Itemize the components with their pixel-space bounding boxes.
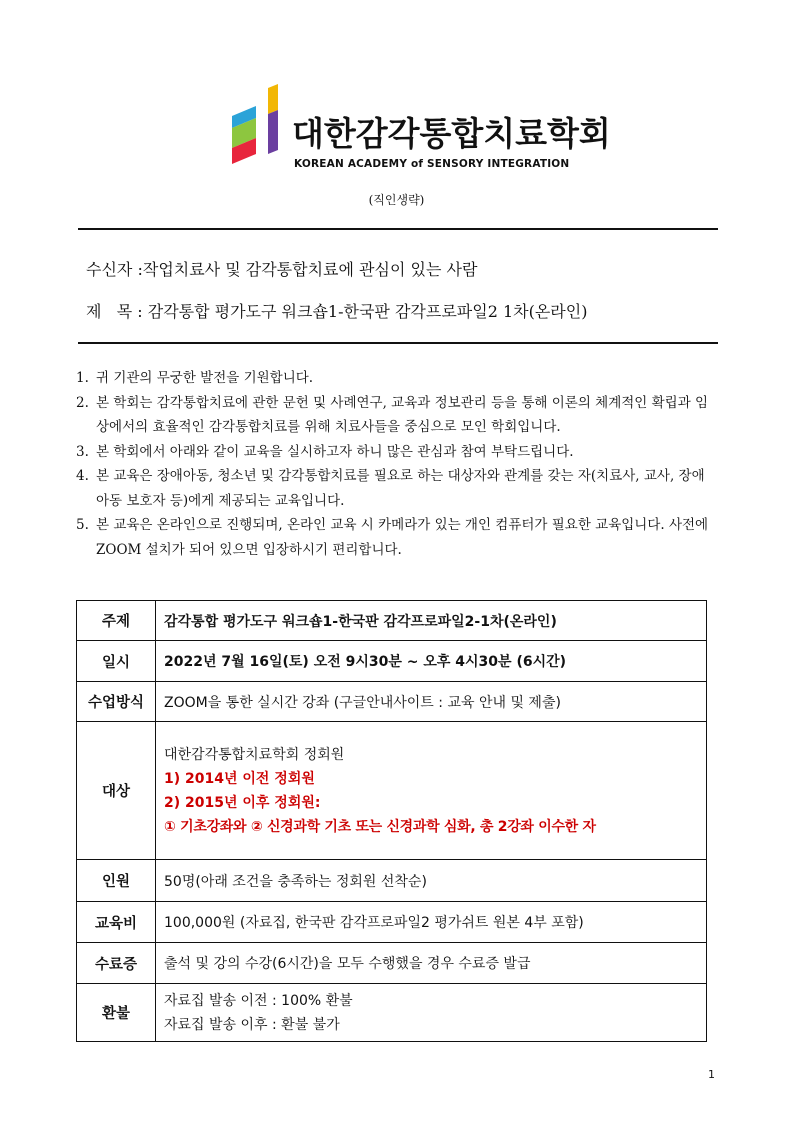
list-number: 3.: [76, 443, 89, 460]
list-number: 2.: [76, 394, 89, 411]
list-text: 본 교육은 장애아동, 청소년 및 감각통합치료를 필요로 하는 대상자와 관계를 갖는 자(치료사, 교사, 장애아동 보호자 등)에게 제공되는 교육입니다.: [96, 468, 705, 509]
list-text: 본 교육은 온라인으로 진행되며, 온라인 교육 시 카메라가 있는 개인 컴퓨터가 필요한 교육입니다. 사전에 ZOOM 설치가 되어 있으면 입장하시기 편리합니다.: [96, 517, 709, 558]
list-text: 귀 기관의 무궁한 발전을 기원합니다.: [96, 370, 314, 386]
capacity-value: 50명(아래 조건을 충족하는 정회원 선착순): [156, 860, 707, 902]
topic-value: 감각통합 평가도구 워크숍1-한국판 감각프로파일2-1차(온라인): [156, 601, 707, 641]
table-row-topic: [77, 601, 707, 641]
recipient-value: 작업치료사 및 감각통합치료에 관심이 있는 사람: [142, 260, 478, 279]
target-label: 대상: [77, 722, 156, 860]
header-top-rule: [78, 228, 718, 230]
list-number: 5.: [76, 517, 89, 533]
list-number: 1.: [76, 370, 89, 386]
table-row-certificate: [77, 943, 707, 984]
academy-name-english: KOREAN ACADEMY of SENSORY INTEGRATION: [294, 158, 570, 170]
refund-line-before: 자료집 발송 이전 : 100% 환불: [164, 992, 353, 1009]
topic-label: 주제: [77, 601, 156, 641]
table-row-target: [77, 722, 707, 860]
certificate-label: 수료증: [77, 943, 156, 984]
list-text: 본 학회에서 아래와 같이 교육을 실시하고자 하니 많은 관심과 참여 부탁드립니다.: [96, 443, 574, 460]
list-item: [76, 464, 716, 513]
capacity-label: 인원: [77, 860, 156, 902]
refund-line-after: 자료집 발송 이후 : 환불 불가: [164, 1016, 340, 1033]
header-bottom-rule: [78, 342, 718, 344]
body-list: [76, 366, 716, 562]
refund-value: [156, 984, 707, 1042]
table-row-fee: [77, 902, 707, 943]
fee-value: 100,000원 (자료집, 한국판 감각프로파일2 평가쉬트 원본 4부 포함): [156, 902, 707, 943]
academy-logo-mark-icon: [228, 84, 290, 174]
fee-label: 교육비: [77, 902, 156, 943]
target-line-after-2015: 2) 2015년 이후 정회원:: [164, 794, 321, 811]
table-row-method: [77, 682, 707, 722]
refund-label: 환불: [77, 984, 156, 1042]
method-value: ZOOM을 통한 실시간 강좌 (구글안내사이트 : 교육 안내 및 제출): [156, 682, 707, 722]
list-text: 본 학회는 감각통합치료에 관한 문헌 및 사례연구, 교육과 정보관리 등을 통해 이론의 체계적인 확립과 임상에서의 효율적인 감각통합치료를 위해 치료사들을 중심으로 모인 학회입니다.: [96, 394, 709, 435]
target-value: [156, 722, 707, 860]
list-number: 4.: [76, 468, 89, 484]
subject-line: [86, 299, 587, 322]
method-label: 수업방식: [77, 682, 156, 722]
recipient-line: [86, 257, 477, 280]
target-line-requirement: ① 기초강좌와 ② 신경과학 기초 또는 신경과학 심화, 총 2강좌 이수한 자: [164, 818, 596, 835]
list-item: [76, 366, 716, 391]
recipient-label: 수신자 :: [86, 260, 143, 279]
list-item: [76, 513, 716, 562]
certificate-value: 출석 및 강의 수강(6시간)을 모두 수행했을 경우 수료증 발급: [156, 943, 707, 984]
page-number: 1: [708, 1068, 715, 1081]
target-line-members: 대한감각통합치료학회 정회원: [164, 746, 345, 763]
course-info-table: [76, 600, 707, 1042]
table-row-refund: [77, 984, 707, 1042]
date-label: 일시: [77, 641, 156, 682]
target-line-before-2014: 1) 2014년 이전 정회원: [164, 770, 315, 787]
academy-logo: [228, 84, 611, 174]
table-row-date: [77, 641, 707, 682]
seal-omitted-note: (직인생략): [368, 193, 425, 207]
list-item: [76, 440, 716, 465]
academy-name-korean: 대한감각통합치료학회: [292, 114, 611, 153]
date-value: 2022년 7월 16일(토) 오전 9시30분 ~ 오후 4시30분 (6시간): [156, 641, 707, 682]
table-row-capacity: [77, 860, 707, 902]
list-item: [76, 391, 716, 440]
subject-label: 제 목 :: [86, 302, 148, 321]
subject-value: 감각통합 평가도구 워크숍1-한국판 감각프로파일2 1차(온라인): [147, 302, 588, 321]
